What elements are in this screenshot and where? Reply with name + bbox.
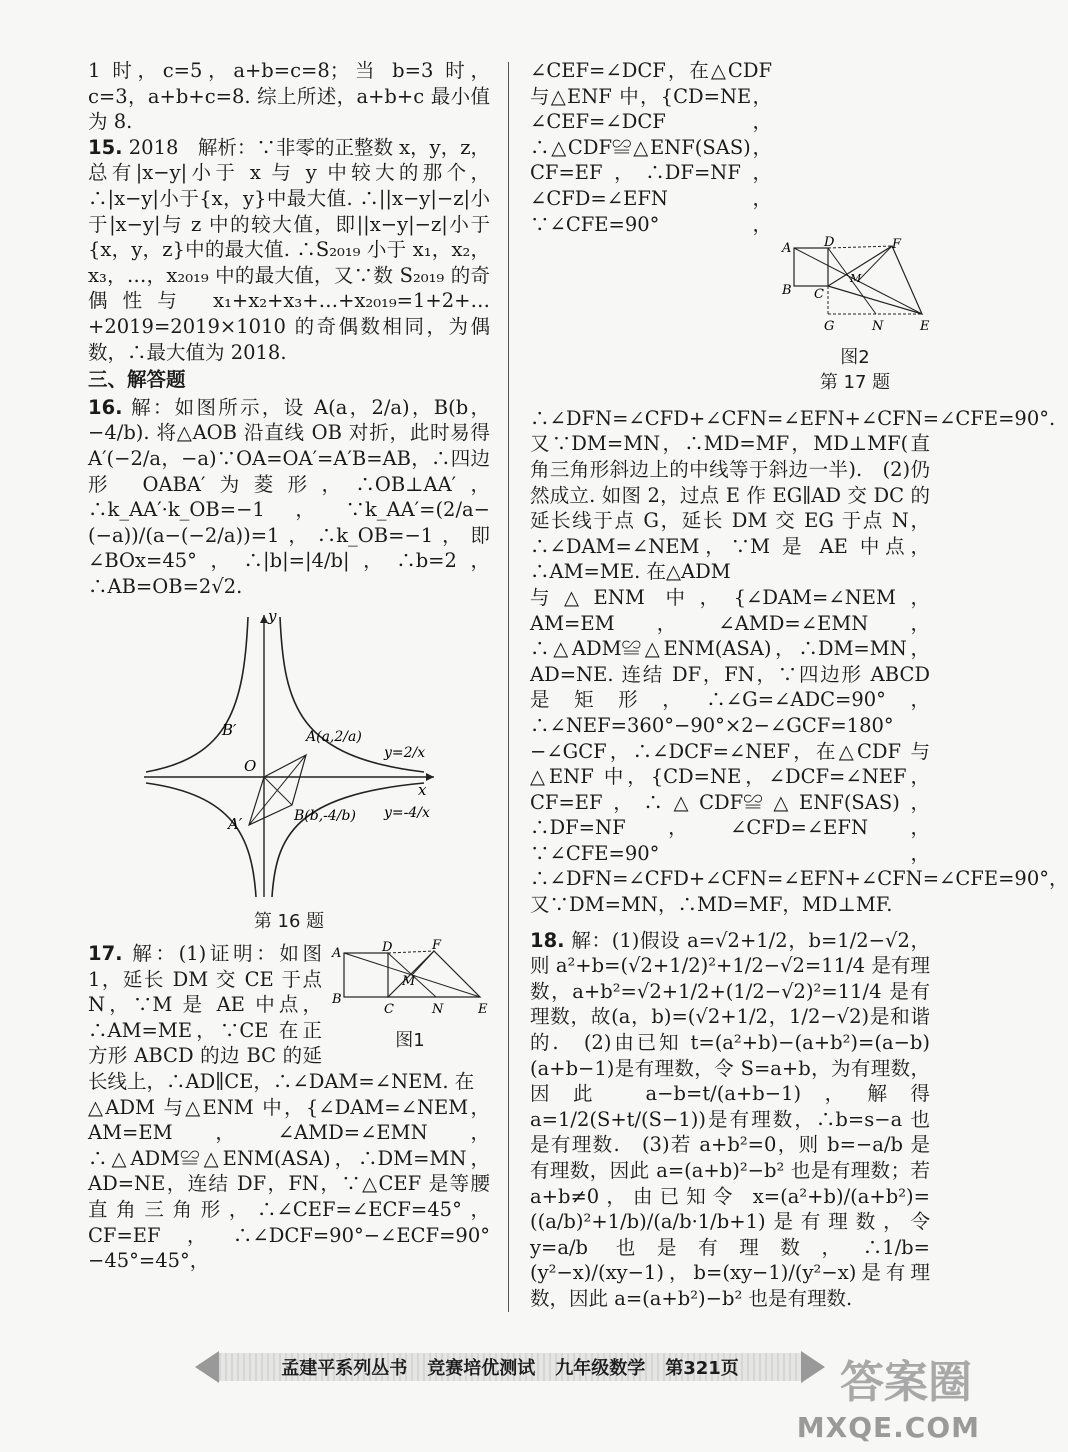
fig17-2-caption: 图2 xyxy=(840,346,870,368)
label-B-prime: B′ xyxy=(222,721,237,740)
line-DF xyxy=(388,951,434,953)
q16-text: 解：如图所示，设 A(a，2/a)，B(b，−4/b). 将△AOB 沿直线 OB 对折，此时易得 A′(−2/a，−a)∵OA=OA′=A′B=AB，∴四边形 OABA′为菱形，∴OB⊥AA′，∴k_AA′·k_OB=−1，∵k_AA′=(2/a−(−a))/(a−(−2/a))=1，∴k_OB=−1，即∠BOx=45°，∴|b|=|4/b|，∴b=2，∴AB=OB=2√2. xyxy=(88,395,490,598)
fig17-title: 第 17 题 xyxy=(819,372,891,394)
figure-17-2-wrap xyxy=(780,235,930,402)
triangle-CEF xyxy=(828,246,922,314)
fig16-caption: 第 16 题 xyxy=(253,911,325,933)
p-M: M xyxy=(402,974,416,990)
q17-text-b: △ADM 与△ENM 中，{∠DAM=∠NEM，AM=EM，∠AMD=∠EMN，∴△ADM≌△ENM(ASA)，∴DM=MN，AD=NE，连结 DF，FN，∵△CEF 是等腰直角三角形，∴∠CEF=∠ECF=45°，CF=EF，∴∠DCF=90°−∠ECF=90°−45°=45°， xyxy=(88,1095,490,1273)
p-D: D xyxy=(382,940,393,956)
q-B: B xyxy=(782,283,792,298)
q-N: N xyxy=(872,319,884,334)
p-E: E xyxy=(478,1002,488,1018)
column-divider xyxy=(508,62,509,1312)
footer-page: 第321页 xyxy=(665,1358,739,1379)
q-C: C xyxy=(814,287,824,302)
label-B: B(b,-4/b) xyxy=(294,808,356,825)
figure-17-2 xyxy=(780,235,930,338)
x-arrow-icon xyxy=(426,773,434,781)
section-heading: 三、解答题 xyxy=(88,368,186,392)
q-F: F xyxy=(892,237,902,252)
figure-17-1-wrap xyxy=(330,938,490,1059)
line-DF2 xyxy=(828,246,892,248)
rect-ABCD xyxy=(794,248,828,286)
figure-17-1 xyxy=(330,938,490,1021)
q16-number: 16. xyxy=(88,395,123,419)
fig17-1-caption: 图1 xyxy=(395,1029,425,1051)
q18-number: 18. xyxy=(530,928,565,952)
y-arrow-icon xyxy=(260,615,268,623)
q17-text-a: 解：(1)证明：如图 1，延长 DM 交 CE 于点 N，∵M 是 AE 中点，∴AM=ME，∵CE 在正方形 ABCD 的边 BC 的延长线上，∴AD∥CE，∴∠DAM=∠NEM. 在 xyxy=(88,942,475,1094)
q-D: D xyxy=(824,235,835,250)
q-E: E xyxy=(920,319,930,334)
p-A: A xyxy=(332,946,342,962)
footer-series: 孟建平系列丛书 xyxy=(281,1358,408,1379)
page-footer xyxy=(195,1345,825,1389)
label-y: y xyxy=(268,607,277,626)
footer-left-arrow-icon xyxy=(195,1351,219,1383)
q17-cont-a: ∠CEF=∠DCF，在△CDF 与△ENF 中，{CD=NE，∠CEF=∠DCF，∴△CDF≌△ENF(SAS)，CF=EF，∴DF=NF，∠CFD=∠EFN，∵∠CFE=90°，∴∠DFN=∠CFD+∠CFN=∠EFN+∠CFN=∠CFE=90°. 又∵DM=MN，∴MD=MF，MD⊥MF(直角三角形斜边上的中线等于斜边一半). (2)仍然成立. 如图 2，过点 E 作 EG∥AD 交 DC 的延长线于点 G，延长 DM 交 EG 于点 N，∴∠DAM=∠NEM，∵M 是 AE 中点，∴AM=ME. 在△ADM xyxy=(530,59,1056,584)
q16 xyxy=(88,395,490,600)
q18 xyxy=(530,928,930,1312)
watermark-logo: 答案圈 xyxy=(840,1357,972,1408)
q-M: M xyxy=(850,272,862,285)
label-func-2x: y=2/x xyxy=(384,745,426,762)
q-A: A xyxy=(782,241,792,256)
curve-q2 xyxy=(146,617,248,772)
p-F: F xyxy=(432,938,442,954)
p-B: B xyxy=(332,992,342,1008)
label-O: O xyxy=(244,757,257,776)
curve-q3 xyxy=(146,783,256,897)
label-A: A(a,2/a) xyxy=(306,729,362,746)
p-C: C xyxy=(384,1002,394,1018)
q15-text: 2018 解析：∵非零的正整数 x，y，z，总有|x−y|小于 x 与 y 中较大的那个，∴|x−y|小于{x，y}中最大值. ∴||x−y|−z|小于|x−y|与 z 中的较大值，即||x−y|−z|小于{x，y，z}中的最大值. ∴S₂₀₁₉ 小于 x₁，x₂，x₃，…，x₂₀₁₉ 中的最大值，又∵数 S₂₀₁₉ 的奇偶性与 x₁+x₂+x₃+…+x₂₀₁₉=1+2+…+2019=2019×1010 的奇偶数相同，为偶数，∴最大值为 2018. xyxy=(88,135,490,364)
right-column xyxy=(530,58,1068,1312)
label-A-prime: A′ xyxy=(228,815,243,834)
footer-right-arrow-icon xyxy=(801,1351,825,1383)
q-G: G xyxy=(824,319,835,334)
watermark-url: MXQE.COM xyxy=(796,1411,980,1444)
q14-tail: 1 时，c=5，a+b=c=8；当 b=3 时，c=3，a+b+c=8. 综上所述，a+b+c 最小值为 8. xyxy=(88,59,490,134)
q17-cont-b: 与△ENM 中，{∠DAM=∠NEM，AM=EM，∠AMD=∠EMN，∴△ADM≌△ENM(ASA)，∴DM=MN，AD=NE. 连结 DF，FN，∵四边形 ABCD 是矩形，∴∠G=∠ADC=90°，∴∠NEF=360°−90°×2−∠GCF=180°−∠GCF，∴∠DCF=∠NEF，在△CDF 与△ENF 中，{CD=NE，∠DCF=∠NEF，CF=EF，∴△CDF≌△ENF(SAS)，∴DF=NF，∠CFD=∠EFN，∵∠CFE=90°，∴∠DFN=∠CFD+∠CFN=∠EFN+∠CFN=∠CFE=90°，又∵DM=MN，∴MD=MF，MD⊥MF. xyxy=(530,585,1068,917)
label-func-4x: y=-4/x xyxy=(384,805,430,822)
left-column xyxy=(88,58,490,1274)
figure-16 xyxy=(134,607,444,907)
footer-grade: 九年级数学 xyxy=(555,1358,646,1379)
q17-number: 17. xyxy=(88,942,123,966)
q15-number: 15. xyxy=(88,135,123,159)
line-MF xyxy=(412,951,434,975)
curve-q4 xyxy=(272,783,424,897)
q18-text: 解：(1)假设 a=√2+1/2，b=1/2−√2，则 a²+b=(√2+1/2)²+1/2−√2=11/4 是有理数，a+b²=√2+1/2+(1/2−√2)²=11/4 是有理数，故(a，b)=(√2+1/2，1/2−√2)是和谐的. (2)由已知 t=(a²+b)−(a+b²)=(a−b)(a+b−1)是有理数，令 S=a+b，为有理数，因此 a−b=t/(a+b−1)，解得 a=1/2(S+t/(S−1))是有理数，∴b=s−a 也是有理数. (3)若 a+b²=0，则 b=−a/b 是有理数，因此 a=(a+b)²−b² 也是有理数；若 a+b≠0，由已知令 x=(a²+b)/(a+b²)=((a/b)²+1/b)/(a/b·1/b+1)是有理数，令 y=a/b 也是有理数，∴1/b=(y²−x)/(xy−1)，b=(xy−1)/(y²−x)是有理数，因此 a=(a+b²)−b² 也是有理数. xyxy=(530,928,930,1310)
label-x: x xyxy=(418,781,427,800)
q15 xyxy=(88,135,490,365)
footer-book: 竞赛培优测试 xyxy=(427,1358,536,1379)
p-N: N xyxy=(432,1002,444,1018)
